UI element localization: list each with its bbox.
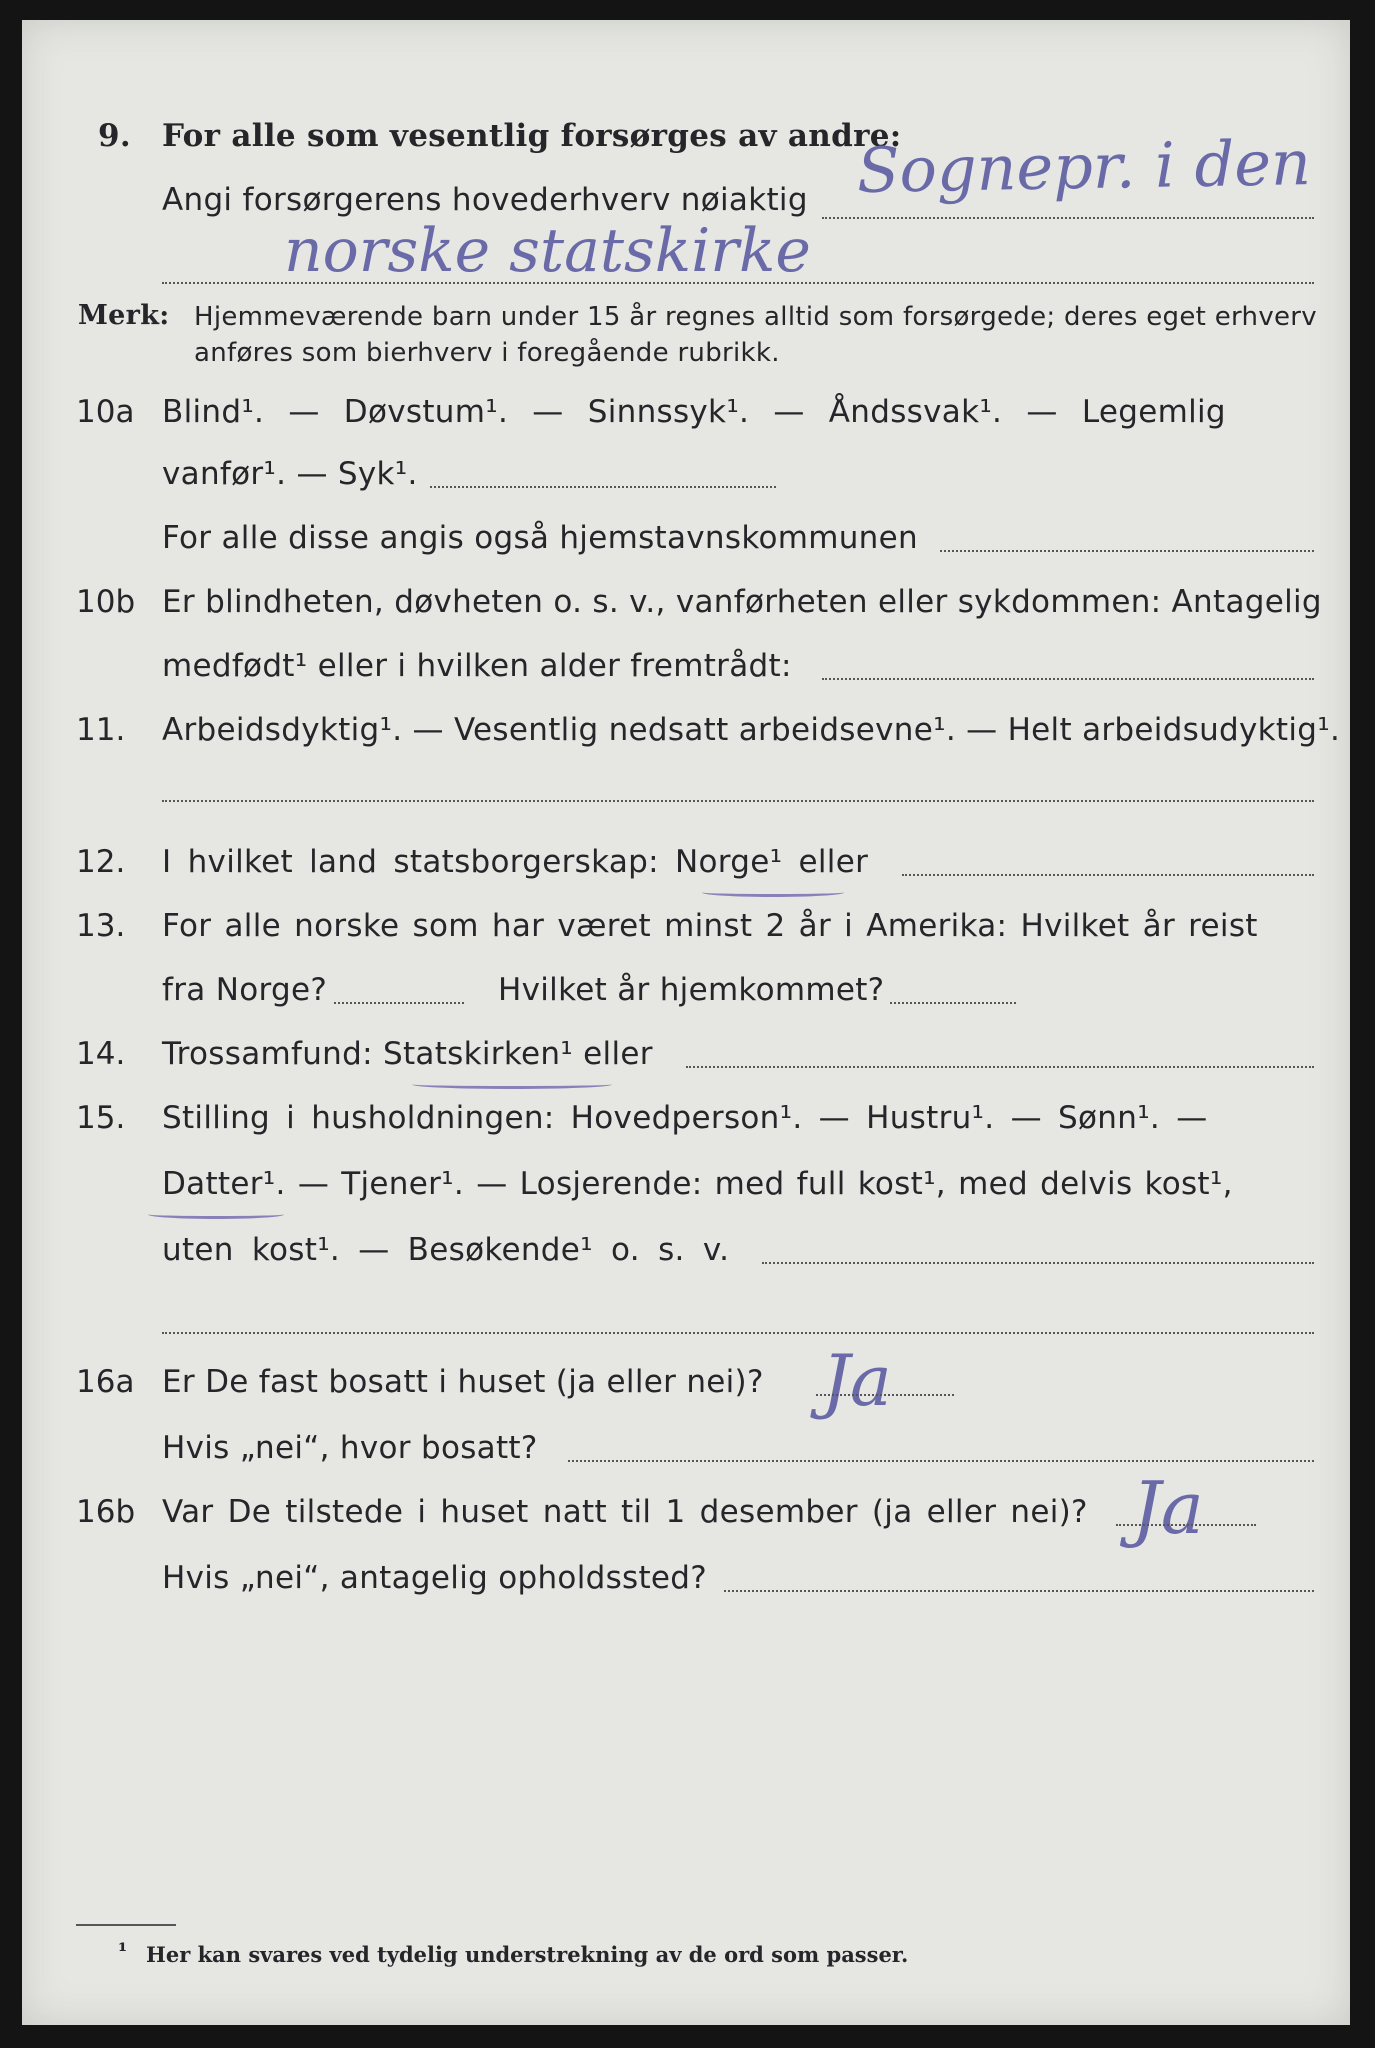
q13-line2a: fra Norge? — [162, 972, 328, 1008]
q16a-number: 16a — [76, 1364, 135, 1400]
q15-line1: Stilling i husholdningen: Hovedperson¹. — Hustru¹. — Sønn¹. — — [162, 1100, 1208, 1136]
q16b-handwritten-answer: Ja — [1132, 1466, 1204, 1550]
q15-line3: uten kost¹. — Besøkende¹ o. s. v. — [162, 1232, 730, 1268]
merk-line2: anføres som bierhverv i foregående rubrikk. — [194, 338, 780, 368]
q14-statskirken-underline — [412, 1080, 612, 1089]
q13-line2b: Hvilket år hjemkommet? — [498, 972, 885, 1008]
q10a-syk-line — [430, 486, 776, 488]
q10b-number: 10b — [76, 584, 136, 620]
q13-line1: For alle norske som har været minst 2 år i Amerika: Hvilket år reist — [162, 908, 1258, 944]
q15-answer-line2 — [162, 1332, 1314, 1334]
q12-line1: I hvilket land statsborgerskap: Norge¹ eller — [162, 844, 869, 880]
q10a-line2: vanfør¹. — Syk¹. — [162, 456, 418, 492]
q16b-opholdssted-line — [724, 1590, 1314, 1592]
footnote-rule — [76, 1924, 176, 1926]
q15-line2: Datter¹. — Tjener¹. — Losjerende: med full kost¹, med delvis kost¹, — [162, 1166, 1233, 1202]
footnote-mark: ¹ — [118, 1938, 128, 1963]
footnote-text: Her kan svares ved tydelig understrekning av de ord som passer. — [146, 1942, 909, 1967]
q9-handwritten-answer1: Sognepr. i den — [856, 126, 1312, 207]
q15-answer-line1 — [762, 1262, 1314, 1264]
q16a-line1: Er De fast bosatt i huset (ja eller nei)? — [162, 1364, 764, 1400]
q16a-bosatt-line — [568, 1460, 1314, 1462]
merk-line1: Hjemmeværende barn under 15 år regnes alltid som forsørgede; deres eget erhverv — [194, 302, 1317, 332]
q15-datter-underline — [148, 1210, 284, 1219]
q9-answer-line2 — [162, 282, 1314, 284]
q12-number: 12. — [76, 844, 126, 880]
q16b-answer-line — [1116, 1524, 1256, 1526]
q10b-answer-line — [822, 678, 1314, 680]
q10b-line1: Er blindheten, døvheten o. s. v., vanførheten eller sykdommen: Antagelig — [162, 584, 1322, 620]
q11-answer-line — [162, 800, 1314, 802]
q16a-line2: Hvis „nei“, hvor bosatt? — [162, 1430, 538, 1466]
q10b-line2: medfødt¹ eller i hvilken alder fremtrådt: — [162, 648, 792, 684]
q13-reist-line — [334, 1002, 464, 1004]
q12-answer-line — [902, 874, 1314, 876]
q16b-line1: Var De tilstede i huset natt til 1 desember (ja eller nei)? — [162, 1494, 1088, 1530]
q16b-line2: Hvis „nei“, antagelig opholdssted? — [162, 1560, 708, 1596]
q9-handwritten-answer2: norske statskirke — [284, 216, 811, 286]
q16a-handwritten-answer: Ja — [822, 1340, 892, 1422]
q11-number: 11. — [76, 712, 126, 748]
q9-line1: For alle som vesentlig forsørges av andre: — [162, 118, 902, 154]
q10a-line1: Blind¹. — Døvstum¹. — Sinnssyk¹. — Åndssvak¹. — Legemlig — [162, 394, 1226, 430]
q14-answer-line — [686, 1066, 1314, 1068]
q16b-number: 16b — [76, 1494, 136, 1530]
q10a-hjemstavn-line — [940, 550, 1314, 552]
q15-number: 15. — [76, 1100, 126, 1136]
q13-hjemkommet-line — [890, 1002, 1016, 1004]
q13-number: 13. — [76, 908, 126, 944]
q10a-line3: For alle disse angis også hjemstavnskommunen — [162, 520, 918, 556]
q9-number: 9. — [98, 118, 131, 154]
q10a-number: 10a — [76, 394, 135, 430]
q14-number: 14. — [76, 1036, 126, 1072]
census-form-page — [22, 20, 1350, 2025]
q9-answer-line1 — [822, 217, 1314, 219]
q16a-answer-line — [816, 1394, 954, 1396]
q12-norge-underline — [702, 888, 844, 897]
q11-line1: Arbeidsdyktig¹. — Vesentlig nedsatt arbeidsevne¹. — Helt arbeidsudyktig¹. — [162, 712, 1341, 748]
merk-label: Merk: — [78, 300, 170, 331]
q9-line2: Angi forsørgerens hovederhverv nøiaktig — [162, 182, 808, 218]
q14-line1: Trossamfund: Statskirken¹ eller — [162, 1036, 653, 1072]
